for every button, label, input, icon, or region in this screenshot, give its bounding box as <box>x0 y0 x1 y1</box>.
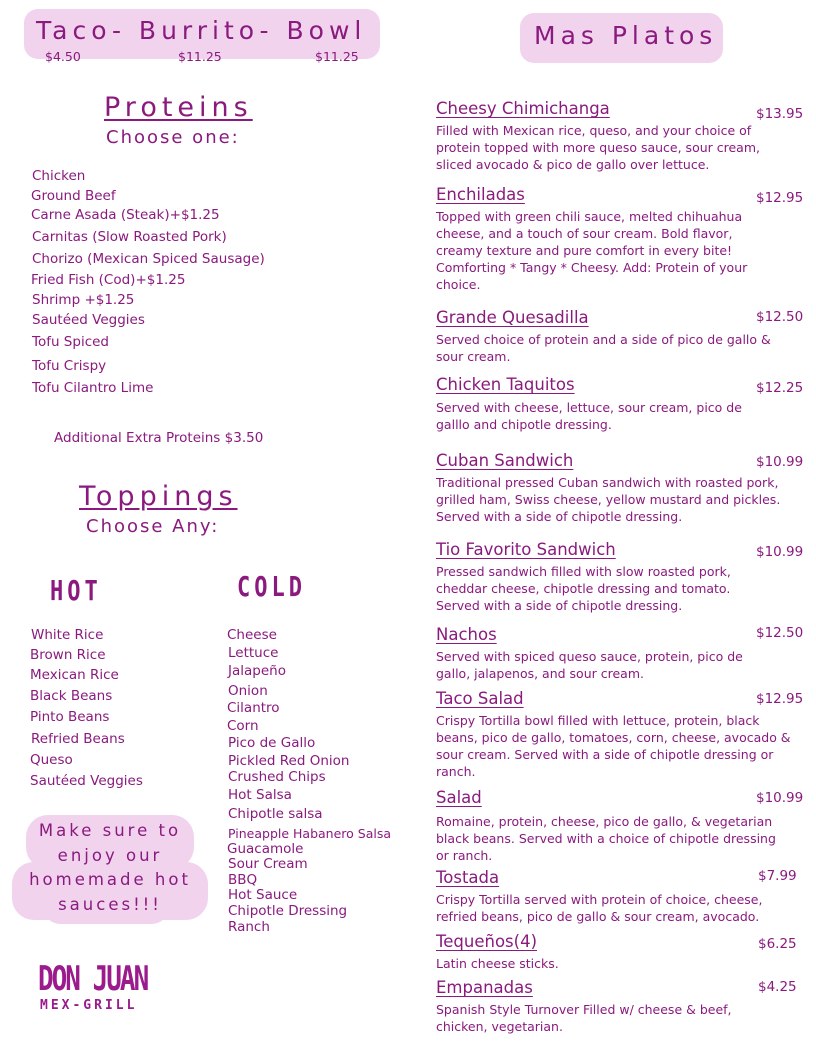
dish-price: $12.50 <box>756 625 804 641</box>
protein-item: Tofu Spiced <box>32 334 109 350</box>
cold-topping: Crushed Chips <box>228 769 326 785</box>
dish-name: Tostada <box>436 868 500 887</box>
dish-name: Cuban Sandwich <box>436 451 574 470</box>
dish-price: $6.25 <box>758 936 797 952</box>
hot-sauce-note-line: Make sure to <box>38 821 182 840</box>
dish-price: $10.99 <box>756 544 804 560</box>
hot-label: HOT <box>50 576 102 608</box>
proteins-title: Proteins <box>104 92 253 123</box>
cold-topping: Guacamole <box>227 841 304 857</box>
cold-topping: Pico de Gallo <box>228 735 316 751</box>
hot-topping: Black Beans <box>30 688 113 704</box>
protein-item: Carne Asada (Steak)+$1.25 <box>31 207 220 223</box>
cold-topping: Ranch <box>228 919 270 935</box>
dish-name: Salad <box>436 788 482 807</box>
dish-desc: Romaine, protein, cheese, pico de gallo, & vegetarian black beans. Served with a choice of chipotle dressing or ranch. <box>436 814 776 863</box>
dish-name: Tequeños(4) <box>436 932 538 951</box>
hot-topping: Queso <box>30 752 73 768</box>
dish-price: $12.25 <box>756 380 804 396</box>
cold-topping: Hot Salsa <box>228 787 292 803</box>
protein-item: Shrimp +$1.25 <box>32 292 135 308</box>
protein-item: Fried Fish (Cod)+$1.25 <box>31 272 186 288</box>
cold-topping: Pineapple Habanero Salsa <box>228 826 392 841</box>
cold-topping: Onion <box>228 683 268 699</box>
logo-line2: MEX-GRILL <box>40 998 138 1013</box>
mas-platos-title: Mas Platos <box>534 21 718 50</box>
dish-desc: Crispy Tortilla bowl filled with lettuce, protein, black beans, pico de gallo, tomatoes, corn, cheese, avocado & sour cream. Served with a side of chipotle dressing or ranch. <box>436 713 791 779</box>
protein-item: Ground Beef <box>31 188 116 204</box>
hot-topping: Pinto Beans <box>30 709 110 725</box>
cold-topping: Jalapeño <box>228 663 286 679</box>
dish-desc: Served choice of protein and a side of pico de gallo & sour cream. <box>436 332 771 364</box>
hot-sauce-note-line: enjoy our <box>57 846 163 865</box>
dish-desc: Pressed sandwich filled with slow roasted pork, cheddar cheese, chipotle dressing and tomato. Served with a side of chipotle dressing. <box>436 564 731 613</box>
cold-label: COLD <box>237 572 306 604</box>
hot-sauce-note-line: sauces!!! <box>58 895 162 914</box>
cold-topping: Hot Sauce <box>228 887 298 903</box>
don-juan-logo <box>38 960 174 1016</box>
dish-desc: Topped with green chili sauce, melted chihuahua cheese, and a touch of sour cream. Bold flavor, creamy texture and pure comfort in every bite! Comforting * Tangy * Cheesy. Add: Protein of your choice. <box>436 209 748 292</box>
dish-price: $12.50 <box>756 309 804 325</box>
dish-price: $10.99 <box>756 454 804 470</box>
cold-topping: Corn <box>227 718 259 734</box>
cold-topping: Cilantro <box>227 700 280 716</box>
toppings-title: Toppings <box>79 481 238 512</box>
dish-name: Cheesy Chimichanga <box>436 99 610 118</box>
protein-item: Carnitas (Slow Roasted Pork) <box>32 229 227 245</box>
protein-item: Chicken <box>32 168 86 184</box>
dish-desc: Crispy Tortilla served with protein of choice, cheese, refried beans, pico de gallo & sour cream, avocado. <box>436 892 763 924</box>
dish-name: Tio Favorito Sandwich <box>436 540 616 559</box>
protein-item: Chorizo (Mexican Spiced Sausage) <box>32 251 265 267</box>
dish-name: Nachos <box>436 625 497 644</box>
cold-topping: BBQ <box>228 872 258 888</box>
combo-title: Taco- Burrito- Bowl <box>36 16 367 45</box>
cold-topping: Sour Cream <box>228 856 308 872</box>
hot-sauce-note-line: homemade hot <box>29 870 191 889</box>
dish-desc: Spanish Style Turnover Filled w/ cheese & beef, chicken, vegetarian. <box>436 1002 732 1034</box>
logo-line1: DON JUAN <box>38 960 148 999</box>
hot-topping: White Rice <box>31 627 104 643</box>
dish-desc: Served with cheese, lettuce, sour cream, pico de galllo and chipotle dressing. <box>436 400 742 432</box>
dish-name: Empanadas <box>436 978 533 997</box>
protein-item: Sautéed Veggies <box>32 312 145 328</box>
hot-topping: Brown Rice <box>30 647 106 663</box>
dish-name: Chicken Taquitos <box>436 375 575 394</box>
hot-topping: Mexican Rice <box>30 667 119 683</box>
protein-item: Tofu Cilantro Lime <box>32 380 154 396</box>
dish-price: $12.95 <box>756 190 804 206</box>
dish-price: $13.95 <box>756 106 804 122</box>
cold-topping: Lettuce <box>228 645 279 661</box>
burrito-price: $11.25 <box>178 49 222 64</box>
dish-price: $12.95 <box>756 691 804 707</box>
dish-name: Enchiladas <box>436 185 525 204</box>
cold-topping: Chipotle Dressing <box>228 903 348 919</box>
toppings-subtitle: Choose Any: <box>86 516 220 537</box>
proteins-subtitle: Choose one: <box>106 127 240 148</box>
hot-topping: Refried Beans <box>31 731 125 747</box>
dish-price: $7.99 <box>758 868 797 884</box>
dish-name: Grande Quesadilla <box>436 308 589 327</box>
cold-topping: Pickled Red Onion <box>228 753 350 769</box>
dish-name: Taco Salad <box>436 689 524 708</box>
hot-topping: Sautéed Veggies <box>30 773 143 789</box>
taco-price: $4.50 <box>45 49 81 64</box>
protein-item: Tofu Crispy <box>32 358 107 374</box>
cold-topping: Cheese <box>227 627 277 643</box>
dish-desc: Served with spiced queso sauce, protein, pico de gallo, jalapenos, and sour cream. <box>436 649 743 681</box>
dish-price: $10.99 <box>756 790 804 806</box>
dish-desc: Traditional pressed Cuban sandwich with roasted pork, grilled ham, Swiss cheese, yellow mustard and pickles. Served with a side of chipotle dressing. <box>436 475 781 524</box>
extra-proteins-note: Additional Extra Proteins $3.50 <box>54 430 264 446</box>
bowl-price: $11.25 <box>315 49 359 64</box>
dish-desc: Filled with Mexican rice, queso, and your choice of protein topped with more queso sauce, sour cream, sliced avocado & pico de gallo over lettuce. <box>436 123 760 172</box>
cold-topping: Chipotle salsa <box>228 806 323 822</box>
dish-price: $4.25 <box>758 979 797 995</box>
dish-desc: Latin cheese sticks. <box>436 956 559 971</box>
